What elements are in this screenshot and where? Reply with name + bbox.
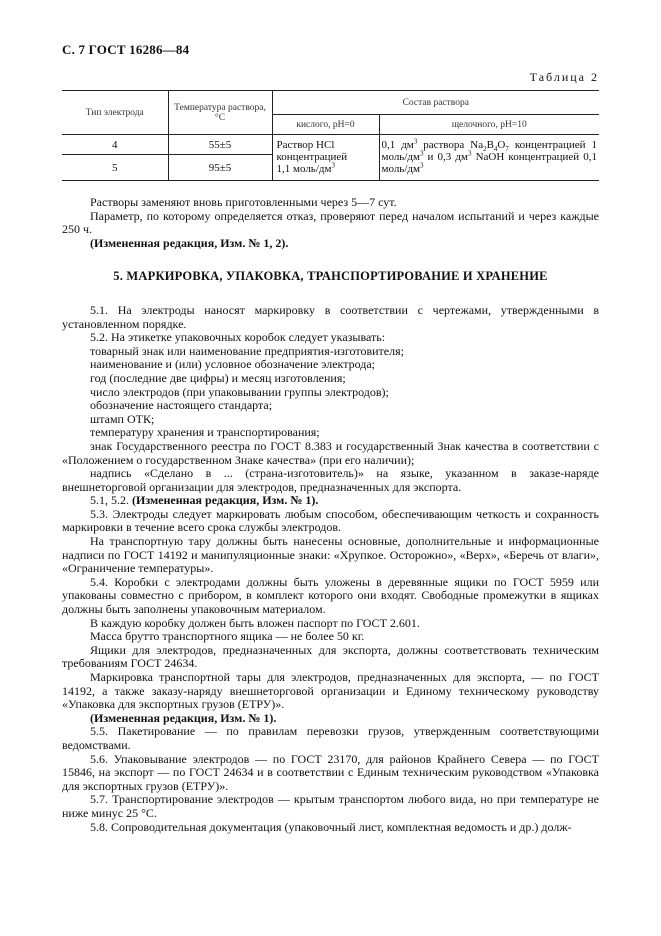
paragraph: На транспортную тару должны быть нанесены основные, дополнительные и информационные надписи по ГОСТ 14192 и манипуляционные знаки: «Хрупкое. Осторожно», «Верх», «Беречь от влаги», «Ограничение температуры». [62, 534, 599, 576]
solution-table [62, 90, 599, 181]
table-cell-type: 5 [62, 155, 168, 181]
paragraph: В каждую коробку должен быть вложен паспорт по ГОСТ 2.601. [90, 615, 420, 630]
paragraph: Растворы заменяют вновь приготовленными через 5—7 сут. [90, 195, 397, 209]
acid-line-3: 1,1 моль/дм [276, 163, 332, 175]
alk-sup-f: 3 [467, 149, 472, 158]
table-cell-alkaline-solution [379, 135, 599, 181]
paragraph: 5.7. Транспортирование электродов — крытым транспортом любого вида, но при температуре не ниже минус 25 °С. [62, 792, 599, 820]
amendment-note: (Измененная редакция, Изм. № 1). [132, 493, 319, 508]
paragraph: Параметр, по которому определяется отказ, проверяют перед началом испытаний и через каждые 250 ч. [62, 208, 599, 237]
alk-part-g: NaOH концентрацией 0,1 моль/дм [381, 151, 597, 175]
alk-part-f: и 0,3 дм [423, 151, 468, 163]
paragraph: 5.3. Электроды следует маркировать любым способом, обеспечивающим четкость и сохранность маркировки в течение всего срока службы электродов. [62, 506, 599, 535]
alk-sub-d: 7 [505, 145, 509, 154]
alk-sub-b: 2 [483, 145, 487, 154]
clause-ref: 5.1, 5.2. [90, 493, 132, 508]
paragraph: Маркировка транспортной тары для электродов, предназначенных для экспорта, — по ГОСТ 14192, а также заказу-наряду внешнеторговой организации и Единому техническому руководству «Упаковка для экспортных грузов (ЕТРУ)». [62, 670, 599, 712]
list-item: штамп ОТК; [90, 411, 155, 426]
list-item: температуру хранения и транспортирования; [90, 425, 320, 440]
table-cell-acid-solution [272, 135, 379, 181]
table-cell-temp: 55±5 [168, 135, 272, 155]
table-cell-type: 4 [62, 135, 168, 155]
amendment-line [62, 494, 599, 508]
col-header-composition: Состав раствора [272, 91, 599, 115]
paragraph: Масса брутто транспортного ящика — не более 50 кг. [90, 629, 365, 644]
alk-part-e: концентрацией 1 моль/дм [381, 139, 597, 163]
alk-part-d: O [497, 139, 506, 151]
alk-sup-a: 3 [413, 137, 418, 146]
paragraph: 5.2. На этикетке упаковочных коробок следует указывать: [90, 330, 386, 345]
list-item: надпись «Сделано в ... (страна-изготовитель)» на языке, указанном в заказе-наряде внешнеторговой организации для электродов, предназначенных для экспорта. [62, 466, 599, 494]
amendment-note: (Измененная редакция, Изм. № 1). [90, 710, 277, 725]
list-item: обозначение настоящего стандарта; [90, 398, 273, 413]
table-cell-temp: 95±5 [168, 155, 272, 181]
alk-sup-e: 3 [419, 149, 424, 158]
col-header-temperature: Температура раствора, °С [168, 91, 272, 135]
amendment-note: (Измененная редакция, Изм. № 1, 2). [90, 235, 289, 250]
col-header-electrode-type: Тип электрода [62, 91, 168, 135]
acid-line-2: концентрацией [276, 151, 348, 163]
alk-part-b: раствора Na [417, 139, 484, 151]
list-item: год (последние две цифры) и месяц изготовления; [90, 370, 346, 385]
list-item: знак Государственного реестра по ГОСТ 8.383 и государственный Знак качества в соответствии с «Положением о государственном Знаке качества» (при его наличии); [62, 438, 599, 467]
paragraph: 5.5. Пакетирование — по правилам перевозки грузов, утвержденным соответствующими ведомствами. [62, 724, 599, 752]
alk-part-a: 0,1 дм [381, 139, 414, 151]
alk-part-c: B [486, 139, 494, 151]
paragraph: 5.4. Коробки с электродами должны быть уложены в деревянные ящики по ГОСТ 5959 или упакованы совместно с прибором, в комплект которого они входят. Свободные промежутки в ящиках должны быть заполнены упаковочным материалом. [62, 574, 599, 617]
paragraph: 5.1. На электроды наносят маркировку в соответствии с чертежами, утвержденными в установленном порядке. [62, 302, 599, 331]
paragraph: Ящики для электродов, предназначенных для экспорта, должны соответствовать техническим требованиям ГОСТ 24634. [62, 642, 599, 671]
col-header-acid: кислого, pH=0 [272, 115, 379, 135]
paragraph: 5.6. Упаковывание электродов — по ГОСТ 23170, для районов Крайнего Севера — по ГОСТ 15846, на экспорт — по ГОСТ 24634 и в соответствии с Единым техническим руководством «Упаковка для экспортных грузов (ЕТРУ)». [62, 751, 599, 793]
list-item: наименование и (или) условное обозначение электрода; [90, 357, 376, 372]
page-header: С. 7 ГОСТ 16286—84 [62, 42, 190, 57]
acid-sup: 3 [331, 161, 335, 170]
section-title: 5. МАРКИРОВКА, УПАКОВКА, ТРАНСПОРТИРОВАНИЕ И ХРАНЕНИЕ [113, 269, 548, 284]
alk-sub-c: 4 [493, 145, 498, 154]
table-caption: Таблица 2 [529, 70, 599, 84]
list-item: товарный знак или наименование предприятия-изготовителя; [90, 343, 404, 358]
alk-sup-g: 3 [419, 161, 424, 170]
document-body [62, 196, 599, 834]
list-item: число электродов (при упаковывании группы электродов); [90, 384, 389, 399]
col-header-alkaline: щелочного, pH=10 [379, 115, 599, 135]
paragraph: 5.8. Сопроводительная документация (упаковочный лист, комплектная ведомость и др.) долж- [90, 819, 572, 834]
acid-line-1: Раствор HCl [276, 139, 335, 151]
